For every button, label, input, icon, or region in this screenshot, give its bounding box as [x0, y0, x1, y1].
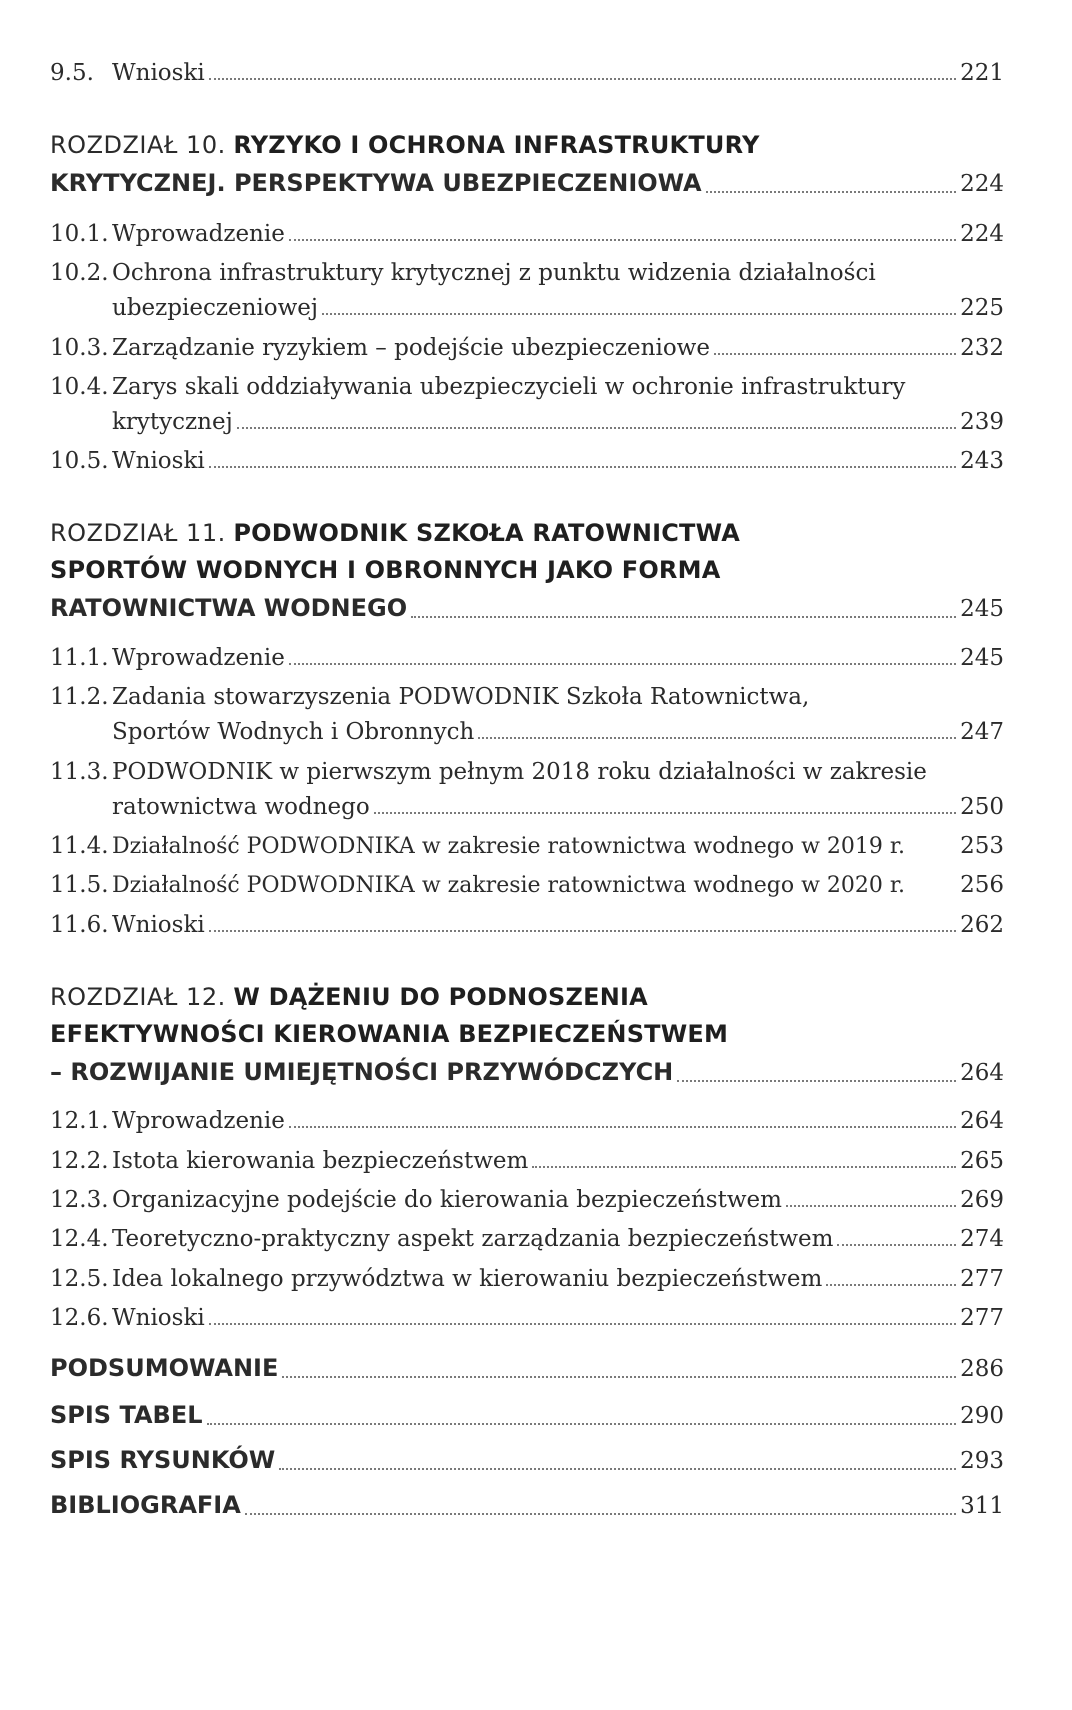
toc-entry-10-2-line2	[112, 293, 1004, 323]
entry-title: Istota kierowania bezpieczeństwem	[112, 1148, 529, 1174]
entry-number: 10.5.	[50, 448, 109, 474]
toc-entry-12-3	[50, 1185, 1004, 1215]
entry-page: 224	[960, 171, 1004, 197]
dot-leader	[237, 426, 956, 429]
entry-title-line1: Zadania stowarzyszenia PODWODNIK Szkoła Ratownictwa,	[112, 684, 810, 710]
chapter-label: ROZDZIAŁ 12.	[50, 983, 226, 1011]
entry-number: 10.2.	[50, 260, 109, 286]
chapter-label: ROZDZIAŁ 11.	[50, 519, 226, 547]
entry-page: 274	[960, 1226, 1004, 1252]
dot-leader	[289, 1125, 956, 1128]
entry-number: 12.5.	[50, 1266, 109, 1292]
entry-page: 239	[960, 409, 1004, 435]
toc-entry-11-2-line1	[50, 682, 1004, 712]
dot-leader	[209, 1322, 956, 1325]
dot-leader	[909, 890, 956, 893]
toc-entry-12-5	[50, 1264, 1004, 1294]
entry-number: 11.5.	[50, 872, 109, 898]
chapter-title-line2: KRYTYCZNEJ. PERSPEKTYWA UBEZPIECZENIOWA	[50, 169, 702, 197]
dot-leader	[209, 77, 956, 80]
toc-entry-12-6	[50, 1303, 1004, 1333]
toc-entry-11-5	[50, 870, 1004, 901]
dot-leader	[532, 1165, 956, 1168]
entry-title: Organizacyjne podejście do kierowania bezpieczeństwem	[112, 1187, 782, 1213]
toc-entry-11-6	[50, 910, 1004, 940]
entry-page: 245	[960, 596, 1004, 622]
entry-page: 265	[960, 1148, 1004, 1174]
chapter-title-line2: SPORTÓW WODNYCH I OBRONNYCH JAKO FORMA	[50, 556, 721, 584]
chapter-title-line3: – ROZWIJANIE UMIEJĘTNOŚCI PRZYWÓDCZYCH	[50, 1058, 674, 1086]
entry-page: 269	[960, 1187, 1004, 1213]
entry-page: 247	[960, 719, 1004, 745]
dot-leader	[411, 615, 956, 618]
toc-entry-11-4	[50, 831, 1004, 862]
entry-title: Wnioski	[112, 448, 205, 474]
toc-entry-spis-rysunkow	[50, 1443, 1004, 1478]
entry-title-line1: Ochrona infrastruktury krytycznej z punktu widzenia działalności	[112, 260, 876, 286]
entry-number: 10.3.	[50, 335, 109, 361]
chapter-title-line3: RATOWNICTWA WODNEGO	[50, 594, 408, 622]
entry-title: Wnioski	[112, 1305, 205, 1331]
entry-page: 232	[960, 335, 1004, 361]
toc-entry-10-2-line1	[50, 258, 1004, 288]
chapter-label: ROZDZIAŁ 10.	[50, 131, 226, 159]
toc-entry-11-2-line2	[112, 717, 1004, 747]
entry-title: Wnioski	[112, 60, 205, 86]
toc-entry-12-4	[50, 1224, 1004, 1254]
toc-entry-11-3-line1	[50, 757, 1004, 787]
entry-title: Wprowadzenie	[112, 645, 285, 671]
entry-title: BIBLIOGRAFIA	[50, 1491, 241, 1519]
entry-page: 250	[960, 794, 1004, 820]
toc-entry-12-1	[50, 1106, 1004, 1136]
entry-page: 264	[960, 1060, 1004, 1086]
entry-title: Idea lokalnego przywództwa w kierowaniu bezpieczeństwem	[112, 1266, 823, 1292]
dot-leader	[289, 662, 956, 665]
entry-page: 293	[960, 1448, 1004, 1474]
entry-title-line2: ratownictwa wodnego	[112, 794, 370, 820]
chapter-10-heading-line2	[50, 166, 1004, 201]
entry-page: 311	[960, 1493, 1004, 1519]
chapter-title-line1: W DĄŻENIU DO PODNOSZENIA	[233, 983, 648, 1011]
entry-number: 12.2.	[50, 1148, 109, 1174]
entry-page: 277	[960, 1305, 1004, 1331]
entry-page: 277	[960, 1266, 1004, 1292]
dot-leader	[786, 1204, 956, 1207]
entry-number: 12.6.	[50, 1305, 109, 1331]
entry-page: 264	[960, 1108, 1004, 1134]
entry-title: Działalność PODWODNIKA w zakresie ratownictwa wodnego w 2020 r.	[112, 873, 905, 898]
toc-entry-10-4-line1	[50, 372, 1004, 402]
toc-entry-10-4-line2	[112, 407, 1004, 437]
entry-number: 11.6.	[50, 912, 109, 938]
entry-number: 12.3.	[50, 1187, 109, 1213]
entry-page: 221	[960, 60, 1004, 86]
dot-leader	[374, 811, 956, 814]
chapter-10-heading-line1	[50, 128, 760, 162]
entry-number: 11.2.	[50, 684, 109, 710]
dot-leader	[279, 1467, 956, 1470]
entry-page: 286	[960, 1356, 1004, 1382]
entry-title: Zarządzanie ryzykiem – podejście ubezpieczeniowe	[112, 335, 710, 361]
entry-number: 12.1.	[50, 1108, 109, 1134]
entry-title: SPIS TABEL	[50, 1401, 203, 1429]
entry-number: 10.1.	[50, 221, 109, 247]
toc-entry-podsumowanie	[50, 1351, 1004, 1386]
toc-entry-10-5	[50, 446, 1004, 476]
entry-title: Wprowadzenie	[112, 1108, 285, 1134]
entry-title: PODSUMOWANIE	[50, 1354, 279, 1382]
dot-leader	[706, 190, 956, 193]
dot-leader	[837, 1243, 956, 1246]
dot-leader	[909, 851, 956, 854]
entry-title-line2: Sportów Wodnych i Obronnych	[112, 719, 475, 745]
entry-title: SPIS RYSUNKÓW	[50, 1446, 276, 1474]
chapter-title-line1: RYZYKO I OCHRONA INFRASTRUKTURY	[233, 131, 760, 159]
entry-title-line2: ubezpieczeniowej	[112, 295, 319, 321]
dot-leader	[209, 465, 956, 468]
entry-title-line1: PODWODNIK w pierwszym pełnym 2018 roku działalności w zakresie	[112, 759, 927, 785]
entry-page: 256	[960, 872, 1004, 898]
dot-leader	[478, 736, 956, 739]
toc-entry-11-1	[50, 643, 1004, 673]
dot-leader	[289, 238, 956, 241]
chapter-12-heading-line1	[50, 980, 648, 1014]
toc-entry-10-1	[50, 219, 1004, 249]
entry-page: 225	[960, 295, 1004, 321]
entry-number: 11.1.	[50, 645, 109, 671]
entry-title-line1: Zarys skali oddziaływania ubezpieczycieli w ochronie infrastruktury	[112, 374, 906, 400]
entry-title: Działalność PODWODNIKA w zakresie ratownictwa wodnego w 2019 r.	[112, 834, 905, 859]
chapter-11-heading-line2	[50, 553, 720, 587]
dot-leader	[714, 352, 956, 355]
entry-page: 245	[960, 645, 1004, 671]
entry-title: Teoretyczno-praktyczny aspekt zarządzania bezpieczeństwem	[112, 1226, 834, 1252]
dot-leader	[245, 1512, 956, 1515]
chapter-11-heading-line3	[50, 591, 1004, 626]
entry-number: 9.5.	[50, 60, 94, 86]
entry-page: 290	[960, 1403, 1004, 1429]
toc-entry-11-3-line2	[112, 792, 1004, 822]
chapter-12-heading-line3	[50, 1055, 1004, 1090]
entry-page: 253	[960, 833, 1004, 859]
toc-entry-10-3	[50, 333, 1004, 363]
toc-entry-spis-tabel	[50, 1398, 1004, 1433]
entry-number: 11.4.	[50, 833, 109, 859]
entry-page: 243	[960, 448, 1004, 474]
dot-leader	[826, 1283, 956, 1286]
dot-leader	[322, 312, 956, 315]
entry-title: Wnioski	[112, 912, 205, 938]
dot-leader	[209, 929, 956, 932]
entry-number: 10.4.	[50, 374, 109, 400]
entry-title-line2: krytycznej	[112, 409, 233, 435]
chapter-title-line1: PODWODNIK SZKOŁA RATOWNICTWA	[233, 519, 740, 547]
toc-entry-bibliografia	[50, 1488, 1004, 1523]
dot-leader	[282, 1375, 956, 1378]
toc-entry-9-5	[50, 58, 1004, 88]
chapter-title-line2: EFEKTYWNOŚCI KIEROWANIA BEZPIECZEŃSTWEM	[50, 1020, 729, 1048]
chapter-12-heading-line2	[50, 1017, 728, 1051]
chapter-11-heading-line1	[50, 516, 740, 550]
dot-leader	[207, 1422, 957, 1425]
entry-title: Wprowadzenie	[112, 221, 285, 247]
toc-entry-12-2	[50, 1146, 1004, 1176]
entry-page: 224	[960, 221, 1004, 247]
entry-number: 12.4.	[50, 1226, 109, 1252]
dot-leader	[677, 1079, 956, 1082]
entry-page: 262	[960, 912, 1004, 938]
entry-number: 11.3.	[50, 759, 109, 785]
